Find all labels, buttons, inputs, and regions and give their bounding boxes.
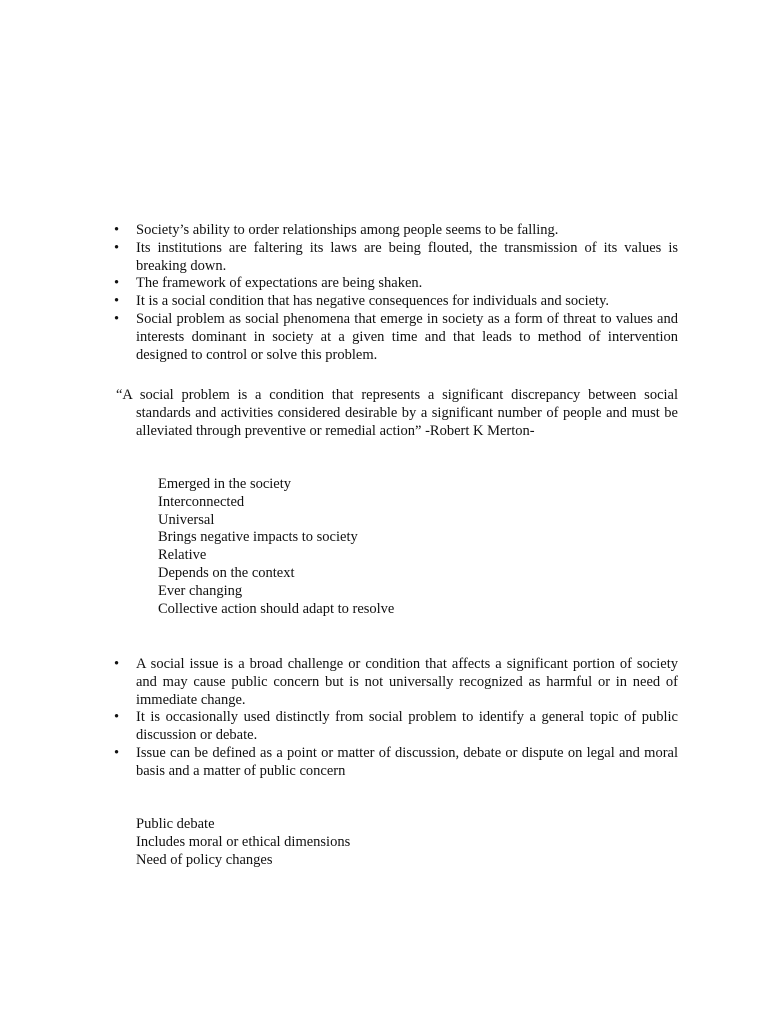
bullet-icon: •: [114, 222, 120, 238]
list-item: Includes moral or ethical dimensions: [136, 833, 351, 850]
bullet-text: Its institutions are faltering its laws are being flouted, the transmission of its values is breaking down.: [136, 239, 678, 274]
bullet-icon: •: [114, 293, 120, 310]
bullet-text: Social problem as social phenomena that emerge in society as a form of threat to values and interests dominant in society at a given time and that leads to method of intervention designed to control or solve this problem.: [136, 310, 678, 363]
bullet-text: A social issue is a broad challenge or condition that affects a significant portion of society and may cause public concern but is not universally recognized as harmful or in need of immediate change.: [136, 656, 678, 708]
list-item: Brings negative impacts to society: [158, 529, 358, 546]
bullet-icon: •: [114, 275, 120, 292]
characteristics-list: [158, 476, 394, 618]
list-item: Collective action should adapt to resolve: [158, 600, 395, 617]
bullet-icon: •: [114, 709, 120, 726]
list-item: Ever changing: [158, 582, 243, 599]
list-item: [112, 240, 678, 276]
bullet-text: It is a social condition that has negative consequences for individuals and society.: [136, 293, 609, 310]
bullet-icon: •: [114, 744, 120, 761]
social-issue-bullet-list: [112, 656, 678, 781]
bullet-text: Society’s ability to order relationships among people seems to be falling.: [136, 222, 559, 238]
list-item: Relative: [158, 547, 207, 564]
bullet-icon: •: [114, 310, 120, 327]
list-item: Interconnected: [158, 493, 245, 510]
list-item: Public debate: [136, 816, 215, 832]
bullet-icon: •: [114, 656, 120, 672]
social-problem-bullet-list: [112, 222, 678, 364]
list-item: [112, 656, 678, 709]
merton-quote: “A social problem is a condition that represents a significant discrepancy between social standards and activities considered desirable by a significant number of people and must be alleviated through preventive or remedial action” -Robert K Merton-: [116, 387, 678, 439]
list-item: Universal: [158, 511, 215, 528]
list-item: [112, 275, 678, 293]
list-item: Depends on the context: [158, 564, 295, 581]
list-item: Need of policy changes: [136, 851, 273, 868]
bullet-text: Issue can be defined as a point or matter of discussion, debate or dispute on legal and moral basis and a matter of public concern: [136, 744, 678, 779]
list-item: [112, 745, 678, 781]
list-item: [112, 222, 678, 240]
list-item: [112, 293, 678, 311]
list-item: Emerged in the society: [158, 476, 292, 492]
bullet-icon: •: [114, 239, 120, 256]
issue-traits-list: [136, 816, 350, 869]
list-item: [112, 709, 678, 745]
bullet-text: It is occasionally used distinctly from social problem to identify a general topic of public discussion or debate.: [136, 709, 678, 744]
list-item: [112, 311, 678, 364]
bullet-text: The framework of expectations are being shaken.: [136, 275, 423, 292]
